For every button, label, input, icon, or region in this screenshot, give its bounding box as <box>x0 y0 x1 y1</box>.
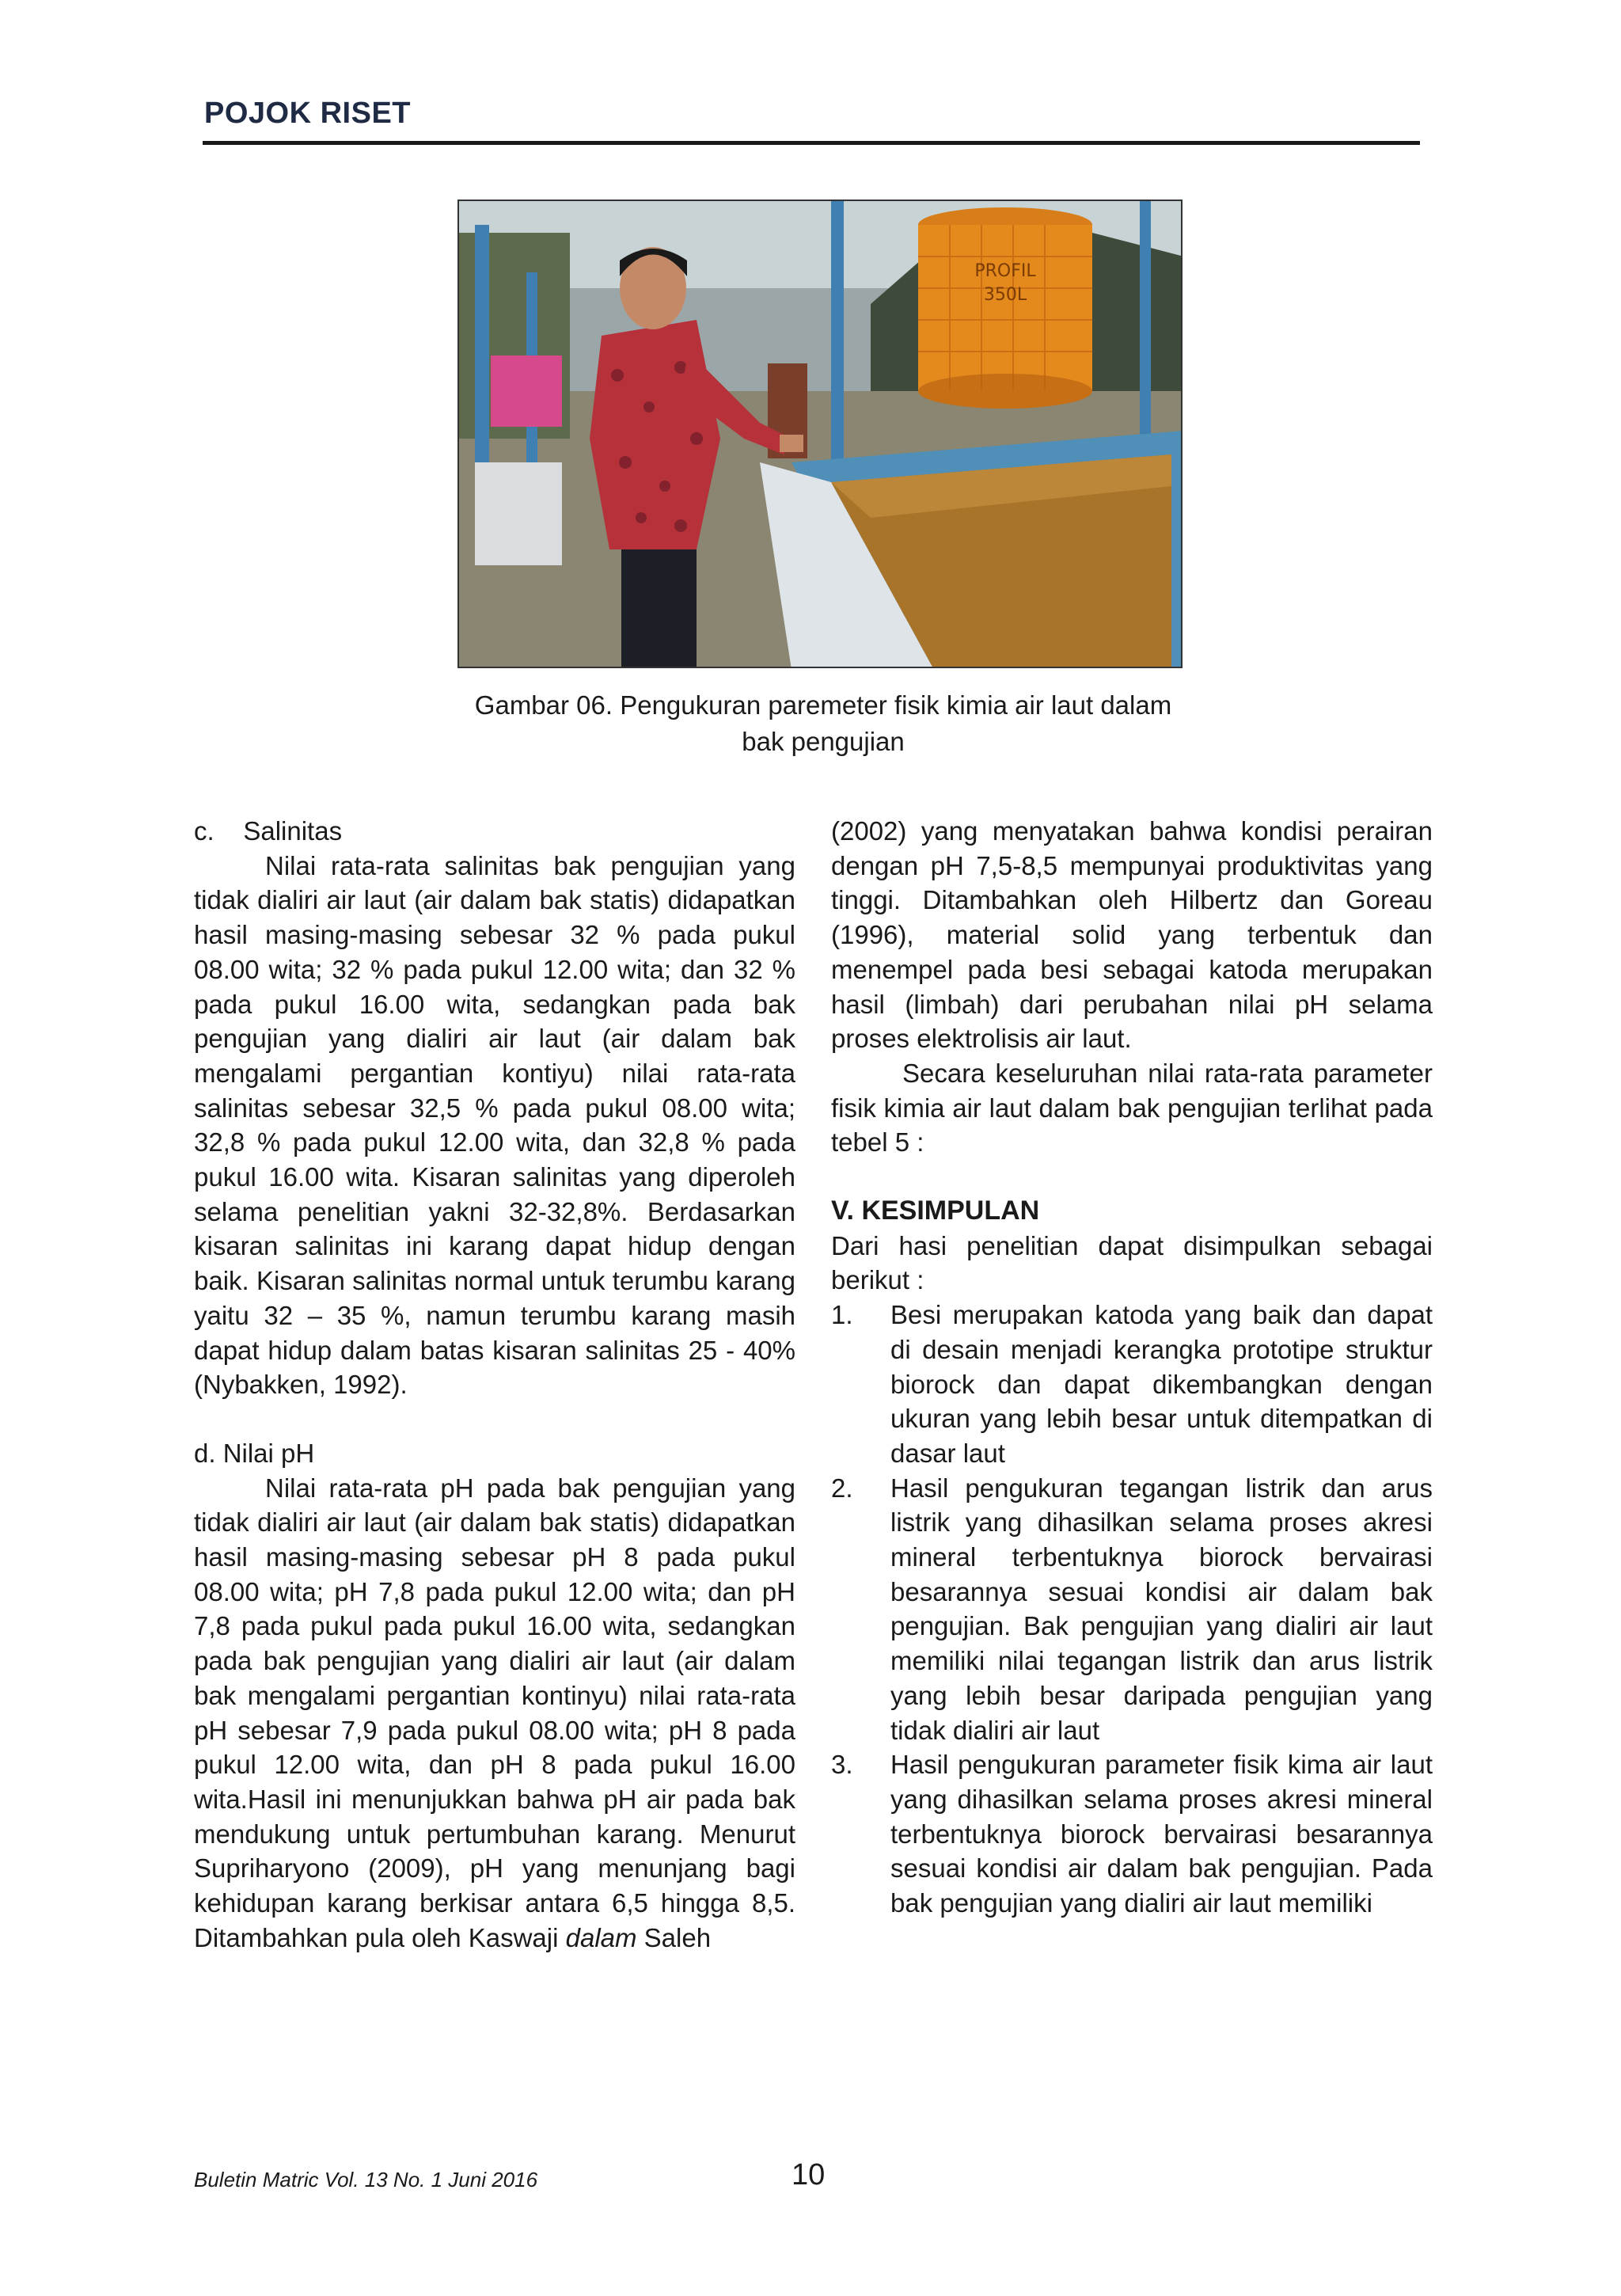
conclusion-list <box>831 1298 1433 1921</box>
list-item-number: 2. <box>831 1473 853 1503</box>
ph-paragraph-text: Nilai rata-rata pH pada bak pengujian yang tidak dialiri air laut (air dalam bak statis) didapatkan hasil masing-masing sebesar pH 8 pada pukul 08.00 wita; pH 7,8 pada pukul 12.00 wita; dan pH 7,8 pada pukul pada pukul 16.00 wita, sedangkan pada bak pengujian yang dialiri air laut (air dalam bak mengalami pergantian kontinyu) nilai rata-rata pH sebesar 7,9 pada pukul 08.00 wita; pH 8 pada pukul 12.00 wita, dan pH 8 pada pukul 16.00 wita.Hasil ini menunjukkan bahwa pH air pada bak mendukung untuk pertumbuhan karang. Menurut Supriharyono (2009), pH yang menunjang bagi kehidupan karang berkisar antara 6,5 hingga 8,5. Ditambahkan pula oleh Kaswaji <box>194 1473 795 1952</box>
page-number: 10 <box>792 2158 826 2191</box>
figure-caption <box>348 687 1298 760</box>
summary-paragraph: Secara keseluruhan nilai rata-rata parameter fisik kimia air laut dalam bak pengujian terlihat pada tebel 5 : <box>831 1058 1433 1158</box>
list-item-text: Hasil pengukuran tegangan listrik dan arus listrik yang dihasilkan selama proses akresi mineral terbentuknya biorock bervairasi besarannya sesuai kondisi air dalam bak pengujian. Bak pengujian yang dialiri air laut memiliki nilai tegangan listrik dan arus listrik yang lebih besar daripada pengujian yang tidak dialiri air laut <box>890 1473 1433 1745</box>
tank-label-1: PROFIL <box>974 261 1036 281</box>
section-title-kesimpulan: V. KESIMPULAN <box>831 1196 1040 1226</box>
list-item <box>831 1747 1433 1921</box>
ph-paragraph <box>194 1471 795 1956</box>
caption-line-1: Gambar 06. Pengukuran paremeter fisik kimia air laut dalam <box>474 690 1172 720</box>
list-item-number: 1. <box>831 1300 853 1330</box>
list-item-text: Hasil pengukuran parameter fisik kima air laut yang dihasilkan selama proses akresi mineral terbentuknya biorock bervairasi besarannya sesuai kondisi air dalam bak pengujian. Pada bak pengujian yang dialiri air laut memiliki <box>890 1750 1433 1918</box>
figure-photo <box>457 200 1183 668</box>
list-item-number: 3. <box>831 1750 853 1780</box>
spacer <box>831 1160 1433 1194</box>
salinitas-paragraph: Nilai rata-rata salinitas bak pengujian yang tidak dialiri air laut (air dalam bak statis) didapatkan hasil masing-masing sebesar 32 % pada pukul 08.00 wita; 32 % pada pukul 12.00 wita; dan 32 % pada pukul 16.00 wita, sedangkan pada bak pengujian yang dialiri air laut (air dalam bak mengalami pergantian kontiyu) nilai rata-rata salinitas sebesar 32,5 % pada pukul 08.00 wita; 32,8 % pada pukul 12.00 wita, dan 32,8 % pada pukul 16.00 wita. Kisaran salinitas yang diperoleh selama penelitian yakni 32-32,8%. Berdasarkan kisaran salinitas ini karang dapat hidup dengan baik. Kisaran salinitas normal untuk terumbu karang yaitu 32 – 35 %, namun terumbu karang masih dapat hidup dalam batas kisaran salinitas 25 - 40% (Nybakken, 1992). <box>194 850 795 1400</box>
footer-journal: Buletin Matric Vol. 13 No. 1 Juni 2016 <box>194 2168 538 2191</box>
caption-line-2: bak pengujian <box>742 727 905 756</box>
list-item <box>831 1298 1433 1471</box>
salinitas-heading: c. Salinitas <box>194 816 343 846</box>
conclusion-intro: Dari hasi penelitian dapat disimpulkan sebagai berikut : <box>831 1230 1433 1295</box>
header-rule <box>203 141 1420 145</box>
right-column <box>831 814 1433 1921</box>
running-header: POJOK RISET <box>204 97 411 130</box>
list-item-text: Besi merupakan katoda yang baik dan dapat di desain menjadi kerangka prototipe struktur biorock dan dapat dikembangkan dengan ukuran yang lebih besar untuk ditempatkan di dasar laut <box>890 1300 1433 1468</box>
ph-paragraph-end: Saleh <box>643 1922 712 1952</box>
left-column <box>194 814 795 1956</box>
ph-paragraph-italic: dalam <box>565 1922 637 1952</box>
list-item <box>831 1471 1433 1748</box>
tank-label-2: 350L <box>983 285 1027 305</box>
continued-paragraph: (2002) yang menyatakan bahwa kondisi perairan dengan pH 7,5-8,5 mempunyai produktivitas yang tinggi. Ditambahkan oleh Hilbertz dan Goreau (1996), material solid yang terbentuk dan menempel pada besi sebagai katoda merupakan hasil (limbah) dari perubahan nilai pH selama proses elektrolisis air laut. <box>831 816 1433 1054</box>
spacer <box>194 1402 795 1436</box>
ph-heading: d. Nilai pH <box>194 1438 315 1468</box>
